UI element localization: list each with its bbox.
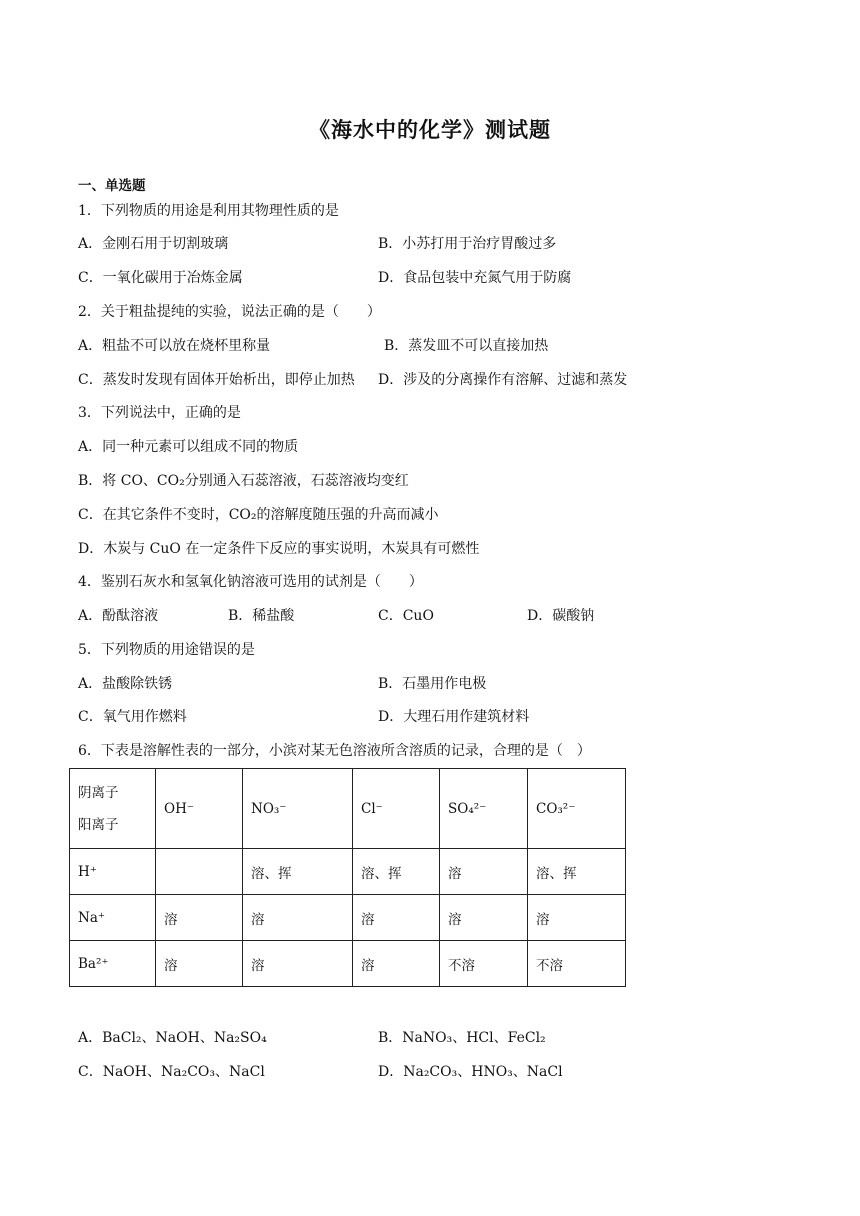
q5-option-c: C．氧气用作燃料 [78,709,187,725]
question-5-stem: 5．下列物质的用途错误的是 [78,642,255,658]
question-2-stem: 2．关于粗盐提纯的实验，说法正确的是（ ） [78,304,381,320]
section-heading: 一、单选题 [78,178,146,194]
q5-option-d: D．大理石用作建筑材料 [378,709,530,725]
table-cell: 溶、挥 [353,849,440,895]
cation-header: H⁺ [70,849,156,895]
anion-header: Cl⁻ [353,769,440,849]
anion-header: OH⁻ [156,769,243,849]
table-cell: 不溶 [528,941,626,987]
table-cell: 溶 [440,895,528,941]
table-cell: 不溶 [440,941,528,987]
q1-option-c: C．一氧化碳用于冶炼金属 [78,270,243,286]
question-1-stem: 1．下列物质的用途是利用其物理性质的是 [78,203,339,219]
q5-option-a: A．盐酸除铁锈 [78,676,173,692]
corner-cation-label: 阳离子 [78,816,119,833]
q2-option-b: B．蒸发皿不可以直接加热 [384,338,549,354]
document-title: 《海水中的化学》测试题 [309,118,551,142]
cation-header: Ba²⁺ [70,941,156,987]
q3-option-a: A．同一种元素可以组成不同的物质 [78,439,299,455]
table-corner-cell [70,769,156,849]
table-cell: 溶 [243,895,353,941]
table-cell: 溶 [243,941,353,987]
table-cell [156,849,243,895]
q4-option-d: D．碳酸钠 [527,608,595,624]
q1-option-b: B．小苏打用于治疗胃酸过多 [378,236,557,252]
table-cell: 溶 [156,941,243,987]
q3-option-c: C．在其它条件不变时，CO₂的溶解度随压强的升高而减小 [78,507,439,523]
q5-option-b: B．石墨用作电极 [378,676,487,692]
q2-option-c: C．蒸发时发现有固体开始析出，即停止加热 [78,372,355,388]
solubility-table [69,768,626,987]
anion-header: CO₃²⁻ [528,769,626,849]
q1-option-a: A．金刚石用于切割玻璃 [78,236,229,252]
q4-option-c: C．CuO [378,608,434,624]
table-cell: 溶、挥 [243,849,353,895]
anion-header: NO₃⁻ [243,769,353,849]
q2-option-d: D．涉及的分离操作有溶解、过滤和蒸发 [378,372,628,388]
q4-option-a: A．酚酞溶液 [78,608,159,624]
q2-option-a: A．粗盐不可以放在烧杯里称量 [78,338,271,354]
table-row [70,895,626,941]
table-cell: 溶、挥 [528,849,626,895]
question-3-stem: 3．下列说法中，正确的是 [78,405,241,421]
table-cell: 溶 [156,895,243,941]
q6-option-d: D．Na₂CO₃、HNO₃、NaCl [378,1064,563,1080]
table-cell: 溶 [440,849,528,895]
q3-option-b: B．将 CO、CO₂分别通入石蕊溶液，石蕊溶液均变红 [78,473,409,489]
question-4-stem: 4．鉴别石灰水和氢氧化钠溶液可选用的试剂是（ ） [78,574,423,590]
table-cell: 溶 [528,895,626,941]
q6-option-b: B．NaNO₃、HCl、FeCl₂ [378,1030,546,1046]
q1-option-d: D．食品包装中充氮气用于防腐 [378,270,572,286]
table-row [70,941,626,987]
q6-option-a: A．BaCl₂、NaOH、Na₂SO₄ [78,1030,267,1046]
cation-header: Na⁺ [70,895,156,941]
corner-anion-label: 阴离子 [78,784,119,801]
table-cell: 溶 [353,941,440,987]
table-cell: 溶 [353,895,440,941]
anion-header: SO₄²⁻ [440,769,528,849]
question-6-stem: 6．下表是溶解性表的一部分，小滨对某无色溶液所含溶质的记录，合理的是（ ） [78,743,591,759]
q3-option-d: D．木炭与 CuO 在一定条件下反应的事实说明，木炭具有可燃性 [78,541,480,557]
table-row [70,849,626,895]
q4-option-b: B．稀盐酸 [228,608,295,624]
q6-option-c: C．NaOH、Na₂CO₃、NaCl [78,1064,265,1080]
